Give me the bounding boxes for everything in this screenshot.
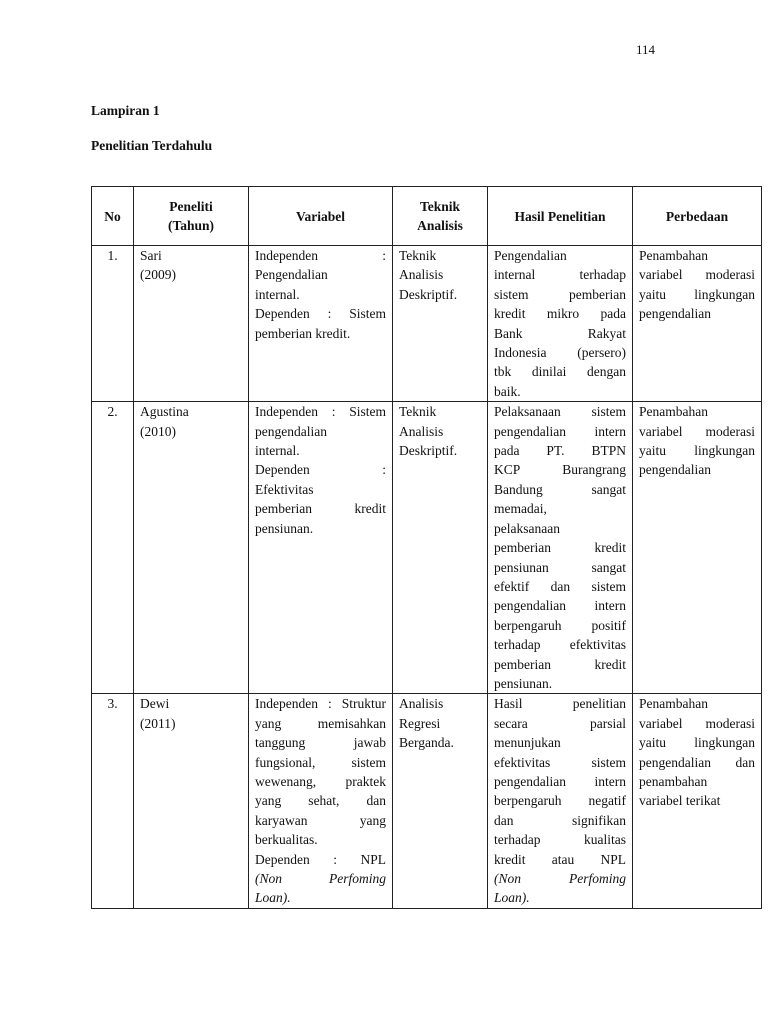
variabel-line: Pengendalian <box>255 267 328 283</box>
appendix-title: Lampiran 1 <box>91 103 160 118</box>
hasil-line: memadai, <box>494 501 547 517</box>
table-row <box>92 694 762 908</box>
perbedaan-line: variabel terikat <box>639 793 721 809</box>
perbedaan-line: variabel moderasi <box>639 715 755 731</box>
perbedaan-line: Penambahan <box>639 404 708 420</box>
hasil-cell <box>488 694 633 908</box>
variabel-line: pengendalian <box>255 423 327 439</box>
header-peneliti-line1: Peneliti <box>169 199 213 214</box>
variabel-line: pemberian kredit <box>255 501 386 517</box>
hasil-line: Pengendalian <box>494 248 567 263</box>
teknik-line: Deskriptif. <box>399 286 458 302</box>
teknik-line: Regresi <box>399 715 441 731</box>
perbedaan-line: pengendalian <box>639 462 711 478</box>
variabel-line: pemberian kredit. <box>255 325 351 341</box>
variabel-line: yang sehat, dan <box>255 793 386 809</box>
perbedaan-line: pengendalian <box>639 306 711 322</box>
researcher-name: Dewi <box>140 696 170 712</box>
table-header-row <box>92 187 762 246</box>
perbedaan-line: pengendalian dan <box>639 754 755 770</box>
variabel-line: Efektivitas <box>255 481 314 497</box>
header-peneliti-line2: (Tahun) <box>167 218 215 233</box>
variabel-line: tanggung jawab <box>255 735 386 751</box>
variabel-line: internal. <box>255 286 300 302</box>
researcher-cell <box>134 402 249 694</box>
teknik-line: Teknik <box>399 248 437 263</box>
header-no: No <box>92 187 134 246</box>
variabel-line: Dependen : Sistem <box>255 306 386 322</box>
variabel-line: Independen : Struktur <box>255 696 386 712</box>
hasil-line: pemberian kredit <box>494 656 626 672</box>
hasil-line: dan signifikan <box>494 812 626 828</box>
variabel-line: internal. <box>255 443 300 459</box>
perbedaan-line: variabel moderasi <box>639 423 755 439</box>
variabel-line: Dependen : NPL <box>255 851 386 867</box>
hasil-line: pengendalian intern <box>494 773 626 789</box>
teknik-line: Analisis <box>399 267 444 283</box>
hasil-line: berpengaruh positif <box>494 617 626 633</box>
page-number: 114 <box>636 42 656 57</box>
perbedaan-line: Penambahan <box>639 248 708 263</box>
teknik-cell <box>393 402 488 694</box>
variabel-cell <box>249 402 393 694</box>
header-perbedaan: Perbedaan <box>633 187 762 246</box>
header-teknik-line1: Teknik <box>419 199 461 214</box>
hasil-line: Bandung sangat <box>494 481 626 497</box>
hasil-line: pensiunan. <box>494 675 553 691</box>
hasil-line: menunjukan <box>494 735 561 751</box>
variabel-line: berkualitas. <box>255 832 318 848</box>
hasil-cell <box>488 402 633 694</box>
header-teknik-line2: Analisis <box>417 218 463 233</box>
hasil-line: secara parsial <box>494 715 626 731</box>
row-number: 2. <box>92 402 134 694</box>
hasil-line: (Non Perfoming <box>494 871 626 886</box>
hasil-line: sistem pemberian <box>494 286 626 302</box>
hasil-line: efektif dan sistem <box>494 578 626 594</box>
perbedaan-line: yaitu lingkungan <box>639 286 755 302</box>
hasil-line: pada PT. BTPN <box>494 443 626 459</box>
researcher-name: Sari <box>140 248 162 263</box>
teknik-line: Analisis <box>399 696 444 712</box>
hasil-line: kredit mikro pada <box>494 306 626 322</box>
researcher-year: (2009) <box>140 267 176 283</box>
hasil-line: Hasil penelitian <box>494 696 626 712</box>
perbedaan-cell <box>633 402 762 694</box>
table-row <box>92 402 762 694</box>
variabel-line: Dependen : <box>255 462 386 478</box>
teknik-line: Analisis <box>399 423 444 439</box>
researcher-year: (2011) <box>140 715 176 731</box>
hasil-line: efektivitas sistem <box>494 754 626 770</box>
section-title: Penelitian Terdahulu <box>91 138 213 153</box>
hasil-line: pensiunan sangat <box>494 559 626 575</box>
researcher-cell <box>134 246 249 402</box>
hasil-line: berpengaruh negatif <box>494 793 626 809</box>
teknik-cell <box>393 246 488 402</box>
hasil-line: pengendalian intern <box>494 423 626 439</box>
variabel-cell <box>249 694 393 908</box>
teknik-line: Berganda. <box>399 735 454 751</box>
hasil-line: internal terhadap <box>494 267 626 283</box>
table-row <box>92 246 762 402</box>
hasil-line: Loan). <box>494 890 530 906</box>
variabel-line: pensiunan. <box>255 520 314 536</box>
variabel-line: wewenang, praktek <box>255 773 386 789</box>
researcher-name: Agustina <box>140 404 189 420</box>
perbedaan-line: Penambahan <box>639 696 708 712</box>
hasil-line: KCP Burangrang <box>494 462 626 478</box>
perbedaan-cell <box>633 246 762 402</box>
header-teknik <box>393 187 488 246</box>
hasil-line: pemberian kredit <box>494 540 626 556</box>
teknik-cell <box>393 694 488 908</box>
perbedaan-line: variabel moderasi <box>639 267 755 283</box>
hasil-line: terhadap efektivitas <box>494 637 626 653</box>
variabel-line: karyawan yang <box>255 812 386 828</box>
variabel-line: fungsional, sistem <box>255 754 386 770</box>
perbedaan-line: yaitu lingkungan <box>639 735 755 751</box>
variabel-line: Independen : <box>255 248 386 263</box>
researcher-year: (2010) <box>140 423 176 439</box>
hasil-line: tbk dinilai dengan <box>494 364 626 380</box>
header-hasil: Hasil Penelitian <box>488 187 633 246</box>
hasil-line: terhadap kualitas <box>494 832 626 848</box>
variabel-line: Loan). <box>255 890 291 906</box>
row-number: 3. <box>92 694 134 908</box>
perbedaan-line: yaitu lingkungan <box>639 443 755 459</box>
hasil-line: baik. <box>494 383 521 399</box>
hasil-line: kredit atau NPL <box>494 851 626 867</box>
perbedaan-line: penambahan <box>639 773 708 789</box>
teknik-line: Teknik <box>399 404 437 420</box>
hasil-line: pelaksanaan <box>494 520 560 536</box>
perbedaan-cell <box>633 694 762 908</box>
prior-research-table <box>91 186 762 909</box>
hasil-line: Pelaksanaan sistem <box>494 404 626 420</box>
row-number: 1. <box>92 246 134 402</box>
hasil-line: Indonesia (persero) <box>494 345 626 361</box>
hasil-cell <box>488 246 633 402</box>
researcher-cell <box>134 694 249 908</box>
hasil-line: Bank Rakyat <box>494 325 626 341</box>
variabel-line: yang memisahkan <box>255 715 386 731</box>
header-peneliti <box>134 187 249 246</box>
hasil-line: pengendalian intern <box>494 598 626 614</box>
teknik-line: Deskriptif. <box>399 443 458 459</box>
variabel-line: (Non Perfoming <box>255 871 386 886</box>
variabel-line: Independen : Sistem <box>255 404 386 420</box>
header-variabel: Variabel <box>249 187 393 246</box>
variabel-cell <box>249 246 393 402</box>
